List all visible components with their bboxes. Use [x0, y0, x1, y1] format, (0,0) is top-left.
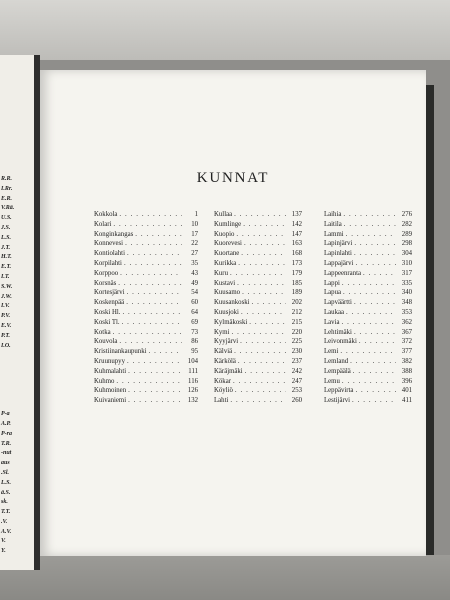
index-entry [324, 308, 412, 318]
index-entry [324, 396, 412, 406]
page-number: 396 [401, 377, 412, 385]
left-page-fragment: I.T. [1, 273, 10, 280]
municipality-name: Kouvola [94, 338, 118, 346]
page-number: 73 [191, 328, 198, 336]
municipality-name: Kuusankoski [214, 299, 250, 307]
index-entry [214, 396, 302, 406]
left-page-fragment: E.T. [1, 264, 12, 271]
page-number: 298 [401, 240, 412, 248]
dot-leader [114, 377, 182, 387]
left-page-fragment [0, 391, 34, 401]
index-entry [94, 288, 198, 298]
municipality-name: Kolari [94, 220, 112, 228]
left-page-edge [0, 55, 36, 570]
page-number: 212 [291, 308, 302, 316]
municipality-name: Kuivaniemi [94, 397, 127, 405]
municipality-name: Kuortane [214, 250, 240, 258]
left-page-fragment [0, 361, 34, 371]
left-page-fragment [0, 381, 34, 391]
left-page-fragment: L.S. [1, 479, 12, 486]
page-number: 377 [401, 348, 412, 356]
left-page-fragment: -nut [1, 450, 12, 457]
index-entry [94, 269, 198, 279]
page-number: 10 [191, 220, 198, 228]
index-entry [94, 308, 198, 318]
index-entry [214, 239, 302, 249]
left-page-fragment [0, 400, 34, 410]
index-entry [94, 318, 198, 328]
municipality-name: Lehtimäki [324, 328, 352, 336]
index-entry [94, 230, 198, 240]
dot-leader [344, 230, 396, 240]
municipality-name: Lemu [324, 377, 340, 385]
dot-leader [352, 239, 396, 249]
municipality-name: Kontiolahti [94, 250, 125, 258]
index-entry [324, 279, 412, 289]
dot-leader [111, 220, 182, 230]
page-number: 27 [191, 250, 198, 258]
dot-leader [233, 386, 286, 396]
page-title: KUNNAT [196, 170, 270, 186]
dot-leader [341, 210, 396, 220]
left-page-fragment: P-a [1, 411, 10, 418]
page-number: 69 [191, 318, 198, 326]
dot-leader [124, 298, 182, 308]
dot-leader [125, 357, 182, 367]
left-page-fragment: V.Rä. [1, 205, 15, 212]
dot-leader [118, 269, 182, 279]
municipality-name: Kyyjärvi [214, 338, 239, 346]
page-number: 401 [401, 387, 412, 395]
left-page-fragment: L.S. [1, 234, 12, 241]
left-page-fragment: Y. [1, 548, 6, 555]
page-number: 348 [401, 299, 412, 307]
dot-leader [351, 367, 396, 377]
municipality-name: Kullaa [214, 211, 233, 218]
index-entry [214, 377, 302, 387]
index-entry [324, 367, 412, 377]
page-number: 95 [191, 348, 198, 356]
dot-leader [350, 396, 396, 406]
municipality-name: Kumlinge [214, 220, 242, 228]
left-page-fragment: R.R. [1, 176, 13, 182]
index-entry [94, 396, 198, 406]
dot-leader [352, 249, 396, 259]
municipality-name: Koski Hl. [94, 308, 121, 316]
page-number: 247 [291, 377, 302, 385]
index-entry [214, 220, 302, 230]
index-entry [324, 230, 412, 240]
page-number: 388 [401, 367, 412, 375]
page-number: 35 [191, 259, 198, 267]
page-number: 310 [401, 259, 412, 267]
dot-leader [353, 386, 396, 396]
page-number: 282 [401, 220, 412, 228]
left-page-fragment: aus [1, 460, 10, 467]
municipality-name: Laitila [324, 220, 342, 228]
dot-leader [353, 259, 396, 269]
page-number: 147 [291, 230, 302, 238]
index-column-2 [214, 210, 302, 406]
page-number: 304 [401, 250, 412, 258]
municipality-name: Kristiinankaupunki [94, 348, 147, 356]
dot-leader [126, 367, 182, 377]
municipality-name: Korppoo [94, 269, 119, 277]
municipality-name: Kuopio [214, 230, 235, 238]
page-number: 179 [291, 269, 302, 277]
background-top [0, 0, 450, 60]
index-entry [214, 249, 302, 259]
dot-leader [242, 239, 286, 249]
dot-leader [340, 377, 396, 387]
left-page-fragment: T.R. [1, 440, 12, 447]
index-entry [324, 386, 412, 396]
left-page-fragment: I.V. [1, 303, 10, 310]
page-number: 340 [401, 289, 412, 297]
index-entry [324, 288, 412, 298]
municipality-name: Korpilahti [94, 259, 122, 267]
left-page-fragment [0, 371, 34, 381]
dot-leader [236, 259, 286, 269]
dot-leader [243, 367, 286, 377]
dot-leader [240, 288, 286, 298]
index-entry [324, 328, 412, 338]
dot-leader [238, 337, 286, 347]
left-page-fragment: T.T. [1, 509, 11, 516]
page-number: 185 [291, 279, 302, 287]
index-entry [94, 328, 198, 338]
dot-leader [352, 298, 396, 308]
index-entry [324, 337, 412, 347]
left-page-fragment: V. [1, 538, 6, 545]
municipality-name: Konnevesi [94, 240, 124, 248]
dot-leader [120, 308, 182, 318]
index-entry [324, 318, 412, 328]
index-column-3 [324, 210, 412, 406]
dot-leader [228, 396, 286, 406]
index-entry [214, 259, 302, 269]
dot-leader [348, 357, 396, 367]
left-page-fragment: J.T. [1, 244, 11, 251]
page-number: 242 [291, 367, 302, 375]
municipality-name: Kruunupyy [94, 357, 125, 365]
municipality-name: Kuhmalahti [94, 367, 127, 375]
page-number: 22 [191, 240, 198, 248]
dot-leader [341, 288, 396, 298]
page-number: 260 [291, 397, 302, 405]
dot-leader [239, 249, 286, 259]
left-page-fragment: E.V. [1, 322, 12, 329]
page-number: 289 [401, 230, 412, 238]
page-number: 362 [401, 318, 412, 326]
dot-leader [250, 298, 287, 308]
municipality-name: Kurikka [214, 259, 237, 267]
left-page-fragment: I.O. [1, 342, 11, 349]
dot-leader [123, 239, 182, 249]
municipality-name: Lempäälä [324, 367, 351, 375]
page-number: 54 [191, 289, 198, 297]
left-page-fragment: .V. [1, 518, 8, 525]
page-number: 317 [401, 269, 412, 277]
index-column-1 [94, 210, 198, 406]
municipality-name: Kortesjärvi [94, 289, 125, 297]
left-page-fragment: I.Rr. [1, 185, 13, 192]
dot-leader [125, 249, 182, 259]
dot-leader [116, 279, 182, 289]
page-number: 64 [191, 308, 198, 316]
municipality-name: Kuusamo [214, 289, 241, 297]
municipality-name: Käräjmäki [214, 367, 243, 375]
dot-leader [361, 269, 396, 279]
page-number: 126 [187, 387, 198, 395]
municipality-name: Köyliö [214, 387, 233, 395]
background-bottom [0, 555, 450, 600]
page-number: 104 [187, 357, 198, 365]
dot-leader [228, 269, 286, 279]
left-page-fragment: S.W. [1, 283, 13, 290]
dot-leader [133, 230, 182, 240]
dot-leader [236, 357, 286, 367]
page-number: 367 [401, 328, 412, 336]
index-entry [94, 279, 198, 289]
page-number: 137 [291, 211, 302, 218]
dot-leader [122, 259, 182, 269]
index-entry [324, 357, 412, 367]
dot-leader [239, 308, 286, 318]
municipality-name: Lapua [324, 289, 341, 297]
index-entry [214, 230, 302, 240]
index-entry [324, 259, 412, 269]
dot-leader [338, 347, 396, 357]
page-number: 253 [291, 387, 302, 395]
index-entry [214, 328, 302, 338]
municipality-name: Leivonmäki [324, 338, 357, 346]
municipality-name: Leppävirta [324, 387, 354, 395]
municipality-name: Kuusjoki [214, 308, 239, 316]
municipality-name: Kuru [214, 269, 228, 277]
dot-leader [231, 377, 286, 387]
municipality-name: Lemi [324, 348, 339, 356]
index-entry [214, 288, 302, 298]
page-number: 230 [291, 348, 302, 356]
left-page-fragment: E.R. [1, 195, 13, 202]
index-entry [214, 210, 302, 220]
municipality-name: Kökar [214, 377, 231, 385]
index-entry [214, 298, 302, 308]
index-entry [94, 210, 198, 220]
index-entry [94, 220, 198, 230]
page-number: 49 [191, 279, 198, 287]
municipality-name: Koski Tl. [94, 318, 120, 326]
page-number: 411 [402, 397, 412, 405]
index-entry [94, 239, 198, 249]
dot-leader [117, 337, 182, 347]
index-entry [214, 367, 302, 377]
page-number: 116 [188, 377, 198, 385]
page-number: 86 [191, 338, 198, 346]
index-entry [94, 298, 198, 308]
page-number: 372 [401, 338, 412, 346]
municipality-name: Korsnäs [94, 279, 117, 287]
dot-leader [339, 318, 396, 328]
municipality-name: Lahti [214, 397, 229, 405]
municipality-name: Kälviä [214, 348, 233, 356]
page-number: 335 [401, 279, 412, 287]
municipality-name: Kuorevesi [214, 240, 242, 248]
index-entry [214, 347, 302, 357]
dot-leader [340, 279, 396, 289]
page-number: 202 [291, 299, 302, 307]
dot-leader [232, 347, 286, 357]
dot-leader [120, 318, 182, 328]
index-entry [214, 308, 302, 318]
municipality-name: Kuhmoinen [94, 387, 127, 395]
municipality-name: Koskenpää [94, 299, 125, 307]
municipality-name: Lapväärtti [324, 299, 352, 307]
left-page-fragment: H.T. [1, 254, 12, 261]
index-entry [324, 249, 412, 259]
municipality-name: Lemland [324, 357, 349, 365]
municipality-name: Lavia [324, 318, 340, 326]
page-number: 60 [191, 299, 198, 307]
municipality-name: Kustavi [214, 279, 236, 287]
index-entry [214, 337, 302, 347]
left-page-fragment: sk. [1, 499, 8, 506]
left-page-fragment: U.S. [1, 215, 12, 222]
dot-leader [232, 210, 286, 220]
dot-leader [125, 288, 182, 298]
index-entry [94, 357, 198, 367]
dot-leader [146, 347, 182, 357]
index-entry [94, 386, 198, 396]
municipality-name: Lestijärvi [324, 397, 351, 405]
index-entry [324, 347, 412, 357]
municipality-name: Laukaa [324, 308, 344, 316]
dot-leader [126, 386, 182, 396]
left-page-fragment: P.T. [1, 332, 11, 339]
left-page-fragment: .Sl. [1, 469, 10, 476]
left-page-fragment: P-ra [1, 430, 12, 437]
index-entry [214, 318, 302, 328]
page-number: 142 [291, 220, 302, 228]
municipality-name: Lappeenranta [324, 269, 361, 277]
dot-leader [344, 308, 396, 318]
left-page-fragment: A.P. [1, 420, 11, 427]
page-number: 111 [188, 367, 198, 375]
municipality-name: Lapinlahti [324, 250, 352, 258]
page-number: 215 [291, 318, 302, 326]
dot-leader [247, 318, 286, 328]
page-number: 225 [291, 338, 302, 346]
municipality-name: Kuhmo [94, 377, 115, 385]
page-number: 220 [291, 328, 302, 336]
index-entry [214, 386, 302, 396]
page-number: 237 [291, 357, 302, 365]
left-page-fragment: P.V. [1, 313, 11, 320]
page-number: 132 [187, 397, 198, 405]
page-number: 173 [291, 259, 302, 267]
index-entry [94, 367, 198, 377]
dot-leader [342, 220, 396, 230]
dot-leader [234, 230, 286, 240]
index-entry [324, 298, 412, 308]
left-page-fragment: A.V. [1, 528, 12, 535]
left-page-fragment: J.S. [1, 224, 11, 231]
dot-leader [357, 337, 396, 347]
municipality-name: Lappajärvi [324, 259, 354, 267]
page-number: 382 [401, 357, 412, 365]
dot-leader [235, 279, 286, 289]
index-entry [94, 337, 198, 347]
municipality-name: Kokkola [94, 211, 118, 218]
book-page [40, 70, 426, 556]
index-entry [94, 249, 198, 259]
left-page-fragment: J.W. [1, 293, 12, 300]
dot-leader [352, 328, 396, 338]
municipality-name: Kymi [214, 328, 230, 336]
dot-leader [126, 396, 182, 406]
page-number: 43 [191, 269, 198, 277]
page-number: 276 [401, 211, 412, 218]
municipality-name: Lapinjärvi [324, 240, 353, 248]
municipality-name: Laihia [324, 211, 342, 218]
page-number: 1 [194, 211, 198, 218]
municipality-name: Kärkölä [214, 357, 236, 365]
index-entry [324, 220, 412, 230]
index-entry [94, 377, 198, 387]
page-number: 353 [401, 308, 412, 316]
municipality-name: Konginkangas [94, 230, 134, 238]
page-number: 189 [291, 289, 302, 297]
municipality-name: Kotka [94, 328, 111, 336]
index-entry [214, 269, 302, 279]
index-entry [94, 259, 198, 269]
dot-leader [117, 210, 182, 220]
dot-leader [111, 328, 182, 338]
index-entry [324, 239, 412, 249]
index-entry [214, 357, 302, 367]
index-entry [324, 269, 412, 279]
page-number: 17 [191, 230, 198, 238]
municipality-name: Lappi [324, 279, 340, 287]
index-entry [94, 347, 198, 357]
municipality-name: Kylmäkoski [214, 318, 248, 326]
index-entry [324, 377, 412, 387]
index-entry [324, 210, 412, 220]
left-page-fragment [0, 351, 34, 361]
index-entry [214, 279, 302, 289]
page-number: 163 [291, 240, 302, 248]
dot-leader [229, 328, 286, 338]
page-number: 168 [291, 250, 302, 258]
municipality-name: Lammi [324, 230, 344, 238]
dot-leader [241, 220, 286, 230]
left-page-fragment: ä.S. [1, 489, 11, 496]
